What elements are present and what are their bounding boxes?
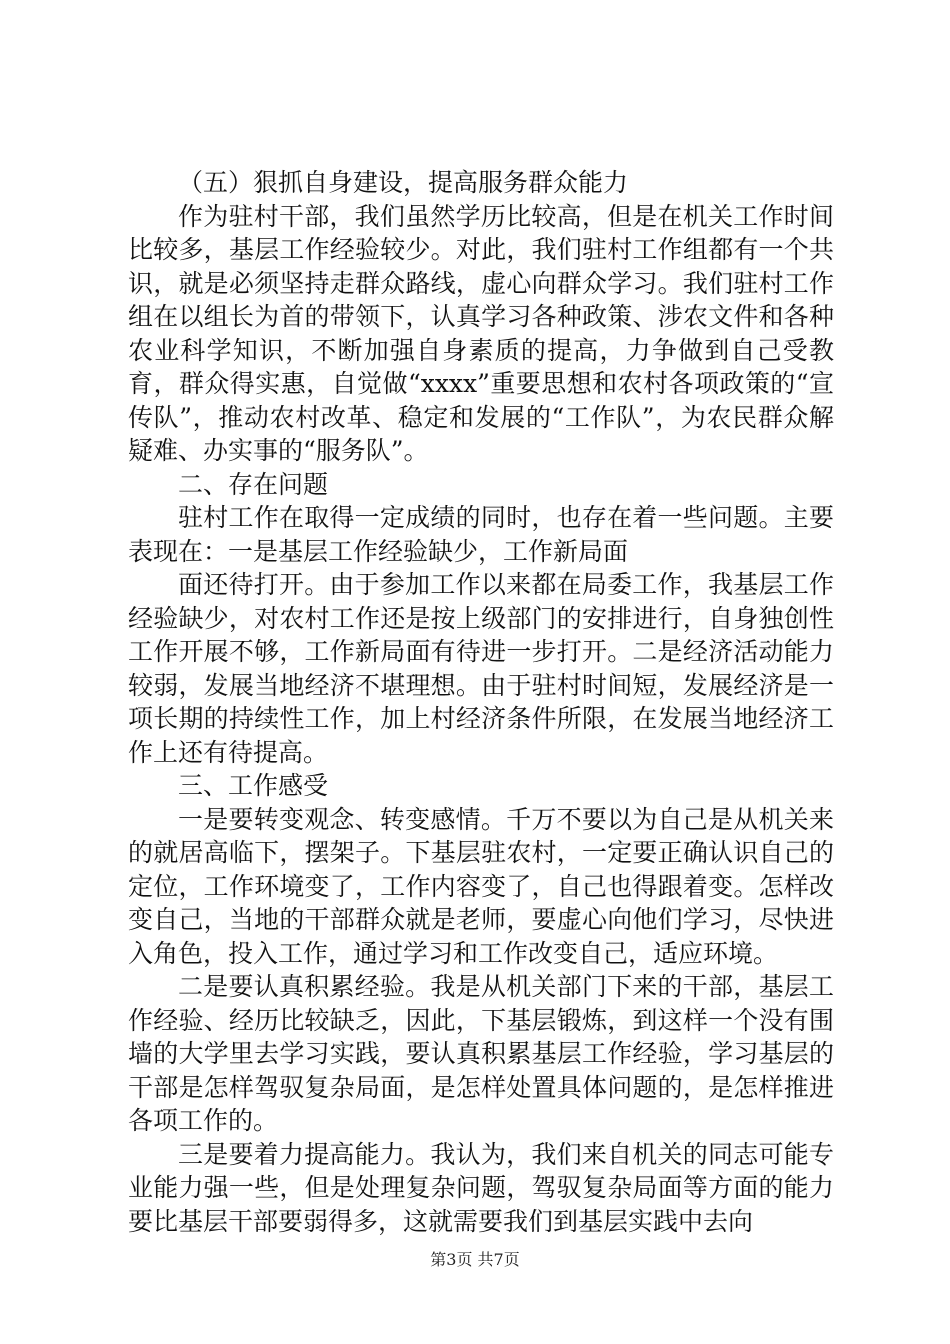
paragraph-5: 作为驻村干部，我们虽然学历比较高，但是在机关工作时间比较多，基层工作经验较少。对此，我们驻村工作组都有一个共识，就是必须坚持走群众路线，虚心向群众学习。我们驻村工作组在以组长为首的带领下，认真学习各种政策、涉农文件和各种农业科学知识，不断加强自身素质的提高，力争做到自己受教育，群众得实惠，自觉做“xxxx”重要思想和农村各项政策的“宣传队”，推动农村改革、稳定和发展的“工作队”，为农民群众解疑难、办实事的“服务队”。 (128, 201, 834, 465)
paragraph-3b: 二是要认真积累经验。我是从机关部门下来的干部，基层工作经验、经历比较缺乏，因此，下基层锻炼，到这样一个没有围墙的大学里去学习实践，要认真积累基层工作经验，学习基层的干部是怎样驾驭复杂局面，是怎样处置具体问题的，是怎样推进各项工作的。 (128, 972, 834, 1135)
section-heading-5: （五）狠抓自身建设，提高服务群众能力 (178, 168, 629, 197)
paragraph-3c: 三是要着力提高能力。我认为，我们来自机关的同志可能专业能力强一些，但是处理复杂问题，驾驭复杂局面等方面的能力要比基层干部要弱得多，这就需要我们到基层实践中去向 (128, 1139, 834, 1236)
paragraph-2a: 驻村工作在取得一定成绩的同时，也存在着一些问题。主要表现在：一是基层工作经验缺少，工作新局面 (128, 503, 834, 566)
paragraph-3a: 一是要转变观念、转变感情。千万不要以为自己是从机关来的就居高临下，摆架子。下基层驻农村，一定要正确认识自己的定位，工作环境变了，工作内容变了，自己也得跟着变。怎样改变自己，当地的干部群众就是老师，要虚心向他们学习，尽快进入角色，投入工作，通过学习和工作改变自己，适应环境。 (128, 804, 834, 968)
paragraph-2b: 面还待打开。由于参加工作以来都在局委工作，我基层工作经验缺少，对农村工作还是按上级部门的安排进行，自身独创性工作开展不够，工作新局面有待进一步打开。二是经济活动能力较弱，发展当地经济不堪理想。由于驻村时间短，发展经济是一项长期的持续性工作，加上村经济条件所限，在发展当地经济工作上还有待提高。 (128, 570, 834, 767)
section-heading-2: 二、存在问题 (178, 469, 329, 499)
page-footer: 第3页 共7页 (430, 1250, 520, 1269)
section-heading-3: 三、工作感受 (178, 771, 329, 800)
document-body (128, 166, 834, 1238)
